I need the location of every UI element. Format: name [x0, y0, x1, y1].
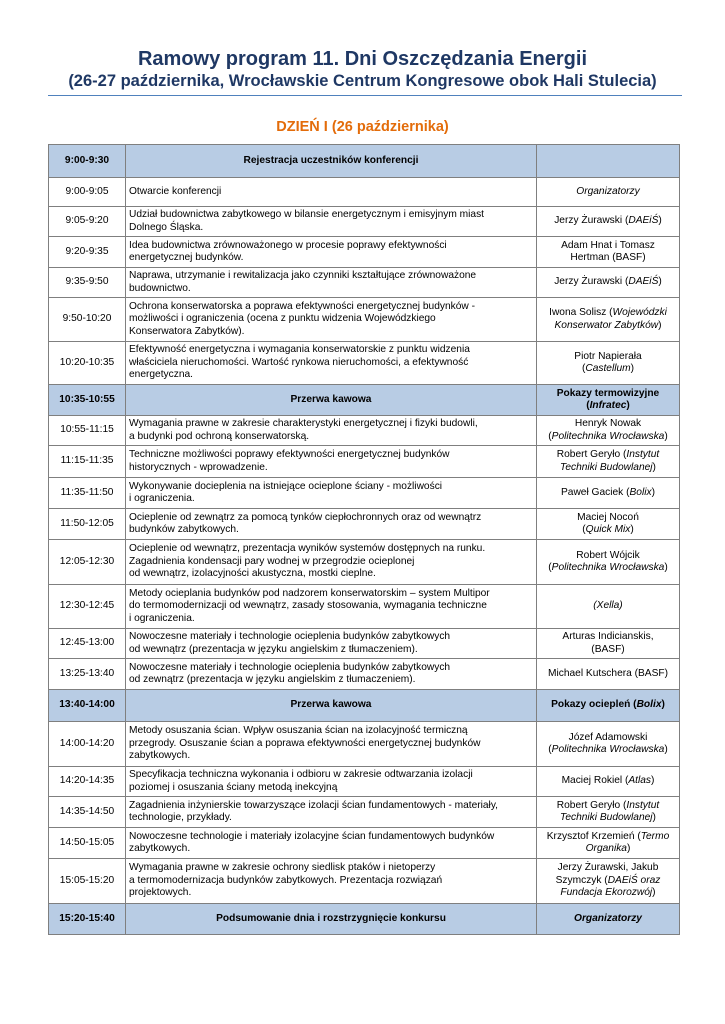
topic-cell: Przerwa kawowa [126, 690, 537, 722]
program-row [49, 178, 680, 207]
program-row [49, 797, 680, 828]
speaker-cell: Józef Adamowski (Politechnika Wrocławska) [537, 722, 680, 767]
program-row [49, 268, 680, 298]
time-cell: 14:35-14:50 [49, 797, 126, 828]
time-cell: 9:00-9:05 [49, 178, 126, 207]
page-title: Ramowy program 11. Dni Oszczędzania Energii [137, 48, 588, 70]
program-row-break [49, 145, 680, 178]
program-row-break [49, 904, 680, 935]
topic-cell: Zagadnienia inżynierskie towarzyszące izolacji ścian fundamentowych - materiały, technologie, przykłady. [126, 797, 537, 828]
time-cell: 11:50-12:05 [49, 509, 126, 540]
time-cell: 10:20-10:35 [49, 342, 126, 385]
speaker-cell: Pokazy termowizyjne (Infratec) [537, 385, 680, 416]
speaker-cell: Robert Geryło (Instytut Techniki Budowlanej) [537, 797, 680, 828]
speaker-cell: Iwona Solisz (Wojewódzki Konserwator Zabytków) [537, 298, 680, 342]
time-cell: 10:55-11:15 [49, 416, 126, 446]
topic-cell: Naprawa, utrzymanie i rewitalizacja jako czynniki kształtujące zrównoważone budownictwo. [126, 268, 537, 298]
time-cell: 15:20-15:40 [49, 904, 126, 935]
program-row [49, 342, 680, 385]
time-cell: 9:05-9:20 [49, 207, 126, 237]
speaker-cell: Jerzy Żurawski (DAEiŚ) [537, 268, 680, 298]
topic-cell: Rejestracja uczestników konferencji [126, 145, 537, 178]
topic-cell: Otwarcie konferencji [126, 178, 537, 207]
time-cell: 12:05-12:30 [49, 540, 126, 585]
program-row [49, 416, 680, 446]
speaker-cell: Henryk Nowak (Politechnika Wrocławska) [537, 416, 680, 446]
topic-cell: Nowoczesne technologie i materiały izolacyjne ścian fundamentowych budynków zabytkowych. [126, 828, 537, 859]
topic-cell: Wykonywanie docieplenia na istniejące ocieplone ściany - możliwości i ograniczenia. [126, 478, 537, 509]
time-cell: 13:40-14:00 [49, 690, 126, 722]
program-row-break [49, 690, 680, 722]
program-table-body [49, 145, 680, 935]
program-row [49, 540, 680, 585]
title-divider [48, 95, 682, 96]
time-cell: 15:05-15:20 [49, 859, 126, 904]
time-cell: 9:00-9:30 [49, 145, 126, 178]
topic-cell: Specyfikacja techniczna wykonania i odbioru w zakresie odtwarzania izolacji poziomej i osuszania ściany metodą inekcyjną [126, 767, 537, 797]
topic-cell: Efektywność energetyczna i wymagania konserwatorskie z punktu widzenia właściciela nieruchomości. Wartość rynkowa nieruchomości, a efektywność energetyczna. [126, 342, 537, 385]
speaker-cell: Arturas Indicianskis, (BASF) [537, 629, 680, 659]
topic-cell: Ocieplenie od wewnątrz, prezentacja wyników systemów dostępnych na runku. Zagadnienia kondensacji pary wodnej w przegrodzie ocieplonej od wewnątrz, izolacyjności akustyczna, mostki cieplne. [126, 540, 537, 585]
speaker-cell: Organizatorzy [537, 178, 680, 207]
time-cell: 9:35-9:50 [49, 268, 126, 298]
speaker-cell [537, 145, 680, 178]
program-row [49, 237, 680, 268]
time-cell: 10:35-10:55 [49, 385, 126, 416]
topic-cell: Nowoczesne materiały i technologie ocieplenia budynków zabytkowych od wewnątrz (prezentacja w języku angielskim z tłumaczeniem). [126, 629, 537, 659]
time-cell: 9:50-10:20 [49, 298, 126, 342]
program-row [49, 585, 680, 629]
speaker-cell: Pokazy ociepleń (Bolix) [537, 690, 680, 722]
speaker-cell: Organizatorzy [537, 904, 680, 935]
speaker-cell: Piotr Napierała (Castellum) [537, 342, 680, 385]
speaker-cell: Robert Geryło (Instytut Techniki Budowlanej) [537, 446, 680, 478]
time-cell: 14:20-14:35 [49, 767, 126, 797]
time-cell: 12:30-12:45 [49, 585, 126, 629]
topic-cell: Wymagania prawne w zakresie ochrony siedlisk ptaków i nietoperzy a termomodernizacja budynków zabytkowych. Prezentacja rozwiązań projektowych. [126, 859, 537, 904]
speaker-cell: Maciej Rokiel (Atlas) [537, 767, 680, 797]
topic-cell: Wymagania prawne w zakresie charakterystyki energetycznej i fizyki budowli, a budynki pod ochroną konserwatorską. [126, 416, 537, 446]
topic-cell: Metody ocieplania budynków pod nadzorem konserwatorskim – system Multipor do termomodernizacji od wewnątrz, zasady stosowania, wymagania techniczne i ograniczenia. [126, 585, 537, 629]
time-cell: 12:45-13:00 [49, 629, 126, 659]
speaker-cell: Michael Kutschera (BASF) [537, 659, 680, 690]
time-cell: 13:25-13:40 [49, 659, 126, 690]
topic-cell: Nowoczesne materiały i technologie ocieplenia budynków zabytkowych od zewnątrz (prezentacja w języku angielskim z tłumaczeniem). [126, 659, 537, 690]
topic-cell: Ochrona konserwatorska a poprawa efektywności energetycznej budynków - możliwości i ograniczenia (ocena z punktu widzenia Wojewódzkiego Konserwatora Zabytków). [126, 298, 537, 342]
speaker-cell: Adam Hnat i Tomasz Hertman (BASF) [537, 237, 680, 268]
topic-cell: Idea budownictwa zrównoważonego w procesie poprawy efektywności energetycznej budynków. [126, 237, 537, 268]
time-cell: 9:20-9:35 [49, 237, 126, 268]
program-row [49, 767, 680, 797]
topic-cell: Metody osuszania ścian. Wpływ osuszania ścian na izolacyjność termiczną przegrody. Osuszanie ścian a poprawa efektywności energetycznej budynków zabytkowych. [126, 722, 537, 767]
program-row [49, 859, 680, 904]
speaker-cell: Krzysztof Krzemień (Termo Organika) [537, 828, 680, 859]
topic-cell: Udział budownictwa zabytkowego w bilansie energetycznym i emisyjnym miast Dolnego Śląska. [126, 207, 537, 237]
topic-cell: Ocieplenie od zewnątrz za pomocą tynków ciepłochronnych oraz od wewnątrz budynków zabytkowych. [126, 509, 537, 540]
topic-cell: Podsumowanie dnia i rozstrzygnięcie konkursu [126, 904, 537, 935]
page-subtitle: (26-27 października, Wrocławskie Centrum Kongresowe obok Hali Stulecia) [68, 72, 657, 90]
speaker-cell: Robert Wójcik (Politechnika Wrocławska) [537, 540, 680, 585]
topic-cell: Przerwa kawowa [126, 385, 537, 416]
program-table [48, 144, 680, 935]
program-row [49, 828, 680, 859]
speaker-cell: (Xella) [537, 585, 680, 629]
program-row-break [49, 385, 680, 416]
program-row [49, 207, 680, 237]
time-cell: 11:35-11:50 [49, 478, 126, 509]
program-row [49, 722, 680, 767]
program-row [49, 509, 680, 540]
speaker-cell: Paweł Gaciek (Bolix) [537, 478, 680, 509]
topic-cell: Techniczne możliwości poprawy efektywności energetycznej budynków historycznych - wprowadzenie. [126, 446, 537, 478]
speaker-cell: Jerzy Żurawski (DAEiŚ) [537, 207, 680, 237]
time-cell: 14:00-14:20 [49, 722, 126, 767]
day-heading: DZIEŃ I (26 października) [276, 119, 449, 135]
speaker-cell: Jerzy Żurawski, Jakub Szymczyk (DAEiŚ oraz Fundacja Ekorozwój) [537, 859, 680, 904]
speaker-cell: Maciej Nocoń (Quick Mix) [537, 509, 680, 540]
program-row [49, 478, 680, 509]
program-row [49, 659, 680, 690]
time-cell: 14:50-15:05 [49, 828, 126, 859]
program-row [49, 298, 680, 342]
program-row [49, 446, 680, 478]
time-cell: 11:15-11:35 [49, 446, 126, 478]
program-row [49, 629, 680, 659]
